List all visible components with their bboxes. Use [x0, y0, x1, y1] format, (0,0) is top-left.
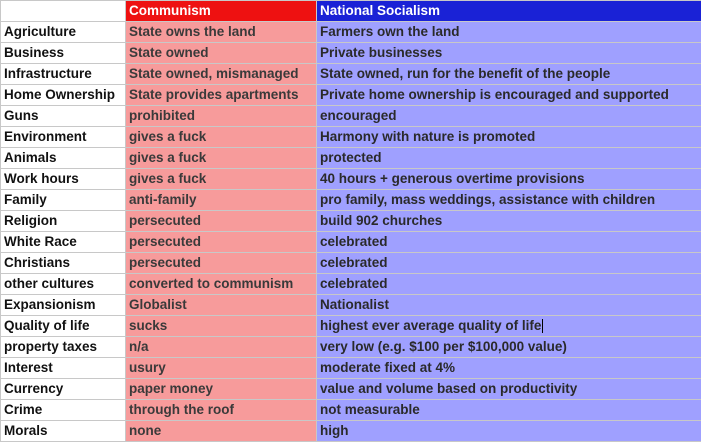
table-row [1, 211, 701, 232]
category-cell[interactable]: White Race [1, 232, 126, 253]
category-cell[interactable]: Expansionism [1, 295, 126, 316]
national-socialism-cell[interactable]: moderate fixed at 4% [317, 358, 701, 379]
table-row [1, 337, 701, 358]
national-socialism-cell[interactable]: Private businesses [317, 43, 701, 64]
national-socialism-cell[interactable]: pro family, mass weddings, assistance with children [317, 190, 701, 211]
communism-cell[interactable]: State owns the land [126, 22, 317, 43]
table-row [1, 85, 701, 106]
category-cell[interactable]: other cultures [1, 274, 126, 295]
national-socialism-cell[interactable]: highest ever average quality of life [317, 316, 701, 337]
table-row [1, 106, 701, 127]
table-row [1, 64, 701, 85]
table-row [1, 169, 701, 190]
category-cell[interactable]: Crime [1, 400, 126, 421]
category-cell[interactable]: Quality of life [1, 316, 126, 337]
table-row [1, 274, 701, 295]
national-socialism-cell[interactable]: very low (e.g. $100 per $100,000 value) [317, 337, 701, 358]
national-socialism-cell[interactable]: celebrated [317, 274, 701, 295]
national-socialism-cell[interactable]: celebrated [317, 253, 701, 274]
national-socialism-cell[interactable]: not measurable [317, 400, 701, 421]
communism-cell[interactable]: paper money [126, 379, 317, 400]
communism-cell[interactable]: gives a fuck [126, 148, 317, 169]
category-cell[interactable]: Currency [1, 379, 126, 400]
communism-cell[interactable]: none [126, 421, 317, 442]
table-row [1, 421, 701, 442]
table-row [1, 358, 701, 379]
national-socialism-cell[interactable]: value and volume based on productivity [317, 379, 701, 400]
communism-cell[interactable]: gives a fuck [126, 127, 317, 148]
communism-cell[interactable]: usury [126, 358, 317, 379]
category-cell[interactable]: Animals [1, 148, 126, 169]
category-cell[interactable]: Business [1, 43, 126, 64]
national-socialism-cell[interactable]: Nationalist [317, 295, 701, 316]
communism-cell[interactable]: sucks [126, 316, 317, 337]
communism-cell[interactable]: prohibited [126, 106, 317, 127]
communism-cell[interactable]: persecuted [126, 232, 317, 253]
national-socialism-cell[interactable]: 40 hours + generous overtime provisions [317, 169, 701, 190]
communism-cell[interactable]: anti-family [126, 190, 317, 211]
communism-cell[interactable]: State owned, mismanaged [126, 64, 317, 85]
table-row [1, 148, 701, 169]
national-socialism-cell[interactable]: celebrated [317, 232, 701, 253]
national-socialism-cell[interactable]: high [317, 421, 701, 442]
category-cell[interactable]: Guns [1, 106, 126, 127]
communism-cell[interactable]: persecuted [126, 253, 317, 274]
header-communism[interactable]: Communism [126, 1, 317, 22]
table-row [1, 295, 701, 316]
category-cell[interactable]: Agriculture [1, 22, 126, 43]
header-row [1, 1, 701, 22]
table-row [1, 190, 701, 211]
communism-cell[interactable]: Globalist [126, 295, 317, 316]
table-row [1, 316, 701, 337]
national-socialism-cell[interactable]: Private home ownership is encouraged and supported [317, 85, 701, 106]
table-row [1, 400, 701, 421]
category-cell[interactable]: Family [1, 190, 126, 211]
category-cell[interactable]: Morals [1, 421, 126, 442]
communism-cell[interactable]: through the roof [126, 400, 317, 421]
table-row [1, 232, 701, 253]
national-socialism-cell[interactable]: encouraged [317, 106, 701, 127]
national-socialism-cell[interactable]: protected [317, 148, 701, 169]
text-cursor [542, 319, 543, 333]
category-cell[interactable]: Religion [1, 211, 126, 232]
national-socialism-cell[interactable]: build 902 churches [317, 211, 701, 232]
category-cell[interactable]: Infrastructure [1, 64, 126, 85]
category-cell[interactable]: Christians [1, 253, 126, 274]
category-cell[interactable]: property taxes [1, 337, 126, 358]
category-cell[interactable]: Work hours [1, 169, 126, 190]
national-socialism-cell[interactable]: State owned, run for the benefit of the people [317, 64, 701, 85]
table-row [1, 43, 701, 64]
communism-cell[interactable]: converted to communism [126, 274, 317, 295]
communism-cell[interactable]: gives a fuck [126, 169, 317, 190]
table-row [1, 127, 701, 148]
category-cell[interactable]: Home Ownership [1, 85, 126, 106]
communism-cell[interactable]: n/a [126, 337, 317, 358]
category-cell[interactable]: Environment [1, 127, 126, 148]
communism-cell[interactable]: State provides apartments [126, 85, 317, 106]
national-socialism-cell[interactable]: Harmony with nature is promoted [317, 127, 701, 148]
category-cell[interactable]: Interest [1, 358, 126, 379]
communism-cell[interactable]: persecuted [126, 211, 317, 232]
table-row [1, 379, 701, 400]
header-national-socialism[interactable]: National Socialism [317, 1, 701, 22]
table-row [1, 22, 701, 43]
table-row [1, 253, 701, 274]
communism-cell[interactable]: State owned [126, 43, 317, 64]
national-socialism-cell[interactable]: Farmers own the land [317, 22, 701, 43]
header-category-cell[interactable] [1, 1, 126, 22]
